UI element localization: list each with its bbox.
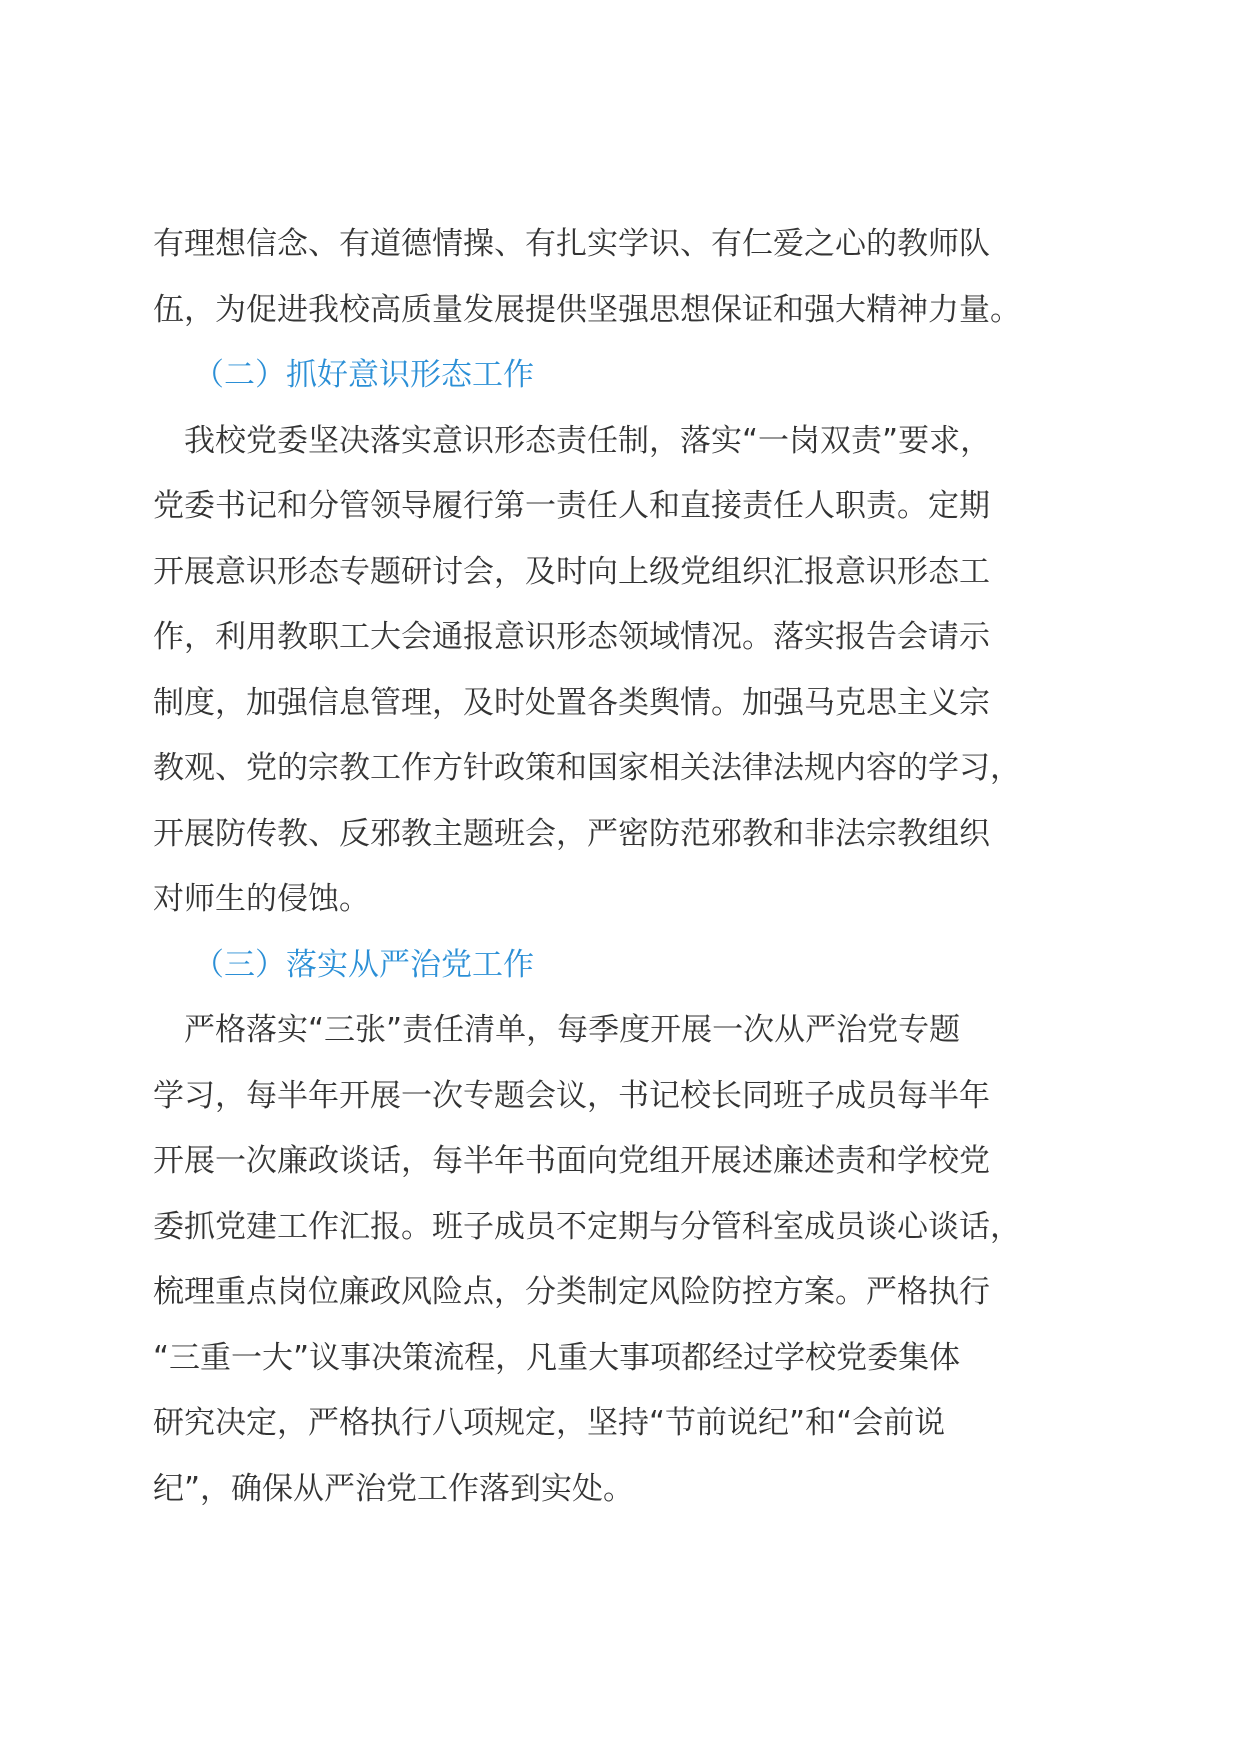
body-line: 制度，加强信息管理，及时处置各类舆情。加强马克思主义宗 <box>153 684 990 721</box>
body-line: 梳理重点岗位廉政风险点，分类制定风险防控方案。严格执行 <box>153 1274 990 1310</box>
body-line: 研究决定，严格执行八项规定，坚持“节前说纪”和“会前说 <box>153 1405 946 1441</box>
body-line: 开展一次廉政谈话，每半年书面向党组开展述廉述责和学校党 <box>153 1143 990 1179</box>
body-line: 伍，为促进我校高质量发展提供坚强思想保证和强大精神力量。 <box>153 291 1021 328</box>
body-line: 有理想信念、有道德情操、有扎实学识、有仁爱之心的教师队 <box>153 226 990 262</box>
body-line: 我校党委坚决落实意识形态责任制，落实“一岗双责”要求， <box>184 422 992 459</box>
body-line: 学习，每半年开展一次专题会议，书记校长同班子成员每半年 <box>153 1077 990 1114</box>
document-body <box>153 212 1093 1522</box>
section-heading-2: （二）抓好意识形态工作 <box>193 357 534 393</box>
body-line: 教观、党的宗教工作方针政策和国家相关法律法规内容的学习， <box>153 750 1021 786</box>
body-line: 开展意识形态专题研讨会，及时向上级党组织汇报意识形态工 <box>153 553 990 590</box>
body-line: 作，利用教职工大会通报意识形态领域情况。落实报告会请示 <box>153 619 990 655</box>
section-heading-3: （三）落实从严治党工作 <box>193 946 534 983</box>
body-line: 严格落实“三张”责任清单，每季度开展一次从严治党专题 <box>184 1012 961 1048</box>
body-line: 纪”，确保从严治党工作落到实处。 <box>153 1470 635 1507</box>
body-line: 委抓党建工作汇报。班子成员不定期与分管科室成员谈心谈话， <box>153 1208 1021 1245</box>
body-line: 对师生的侵蚀。 <box>153 881 370 917</box>
body-line: 开展防传教、反邪教主题班会，严密防范邪教和非法宗教组织 <box>153 815 990 852</box>
body-line: “三重一大”议事决策流程，凡重大事项都经过学校党委集体 <box>153 1339 961 1376</box>
body-line: 党委书记和分管领导履行第一责任人和直接责任人职责。定期 <box>153 488 990 524</box>
